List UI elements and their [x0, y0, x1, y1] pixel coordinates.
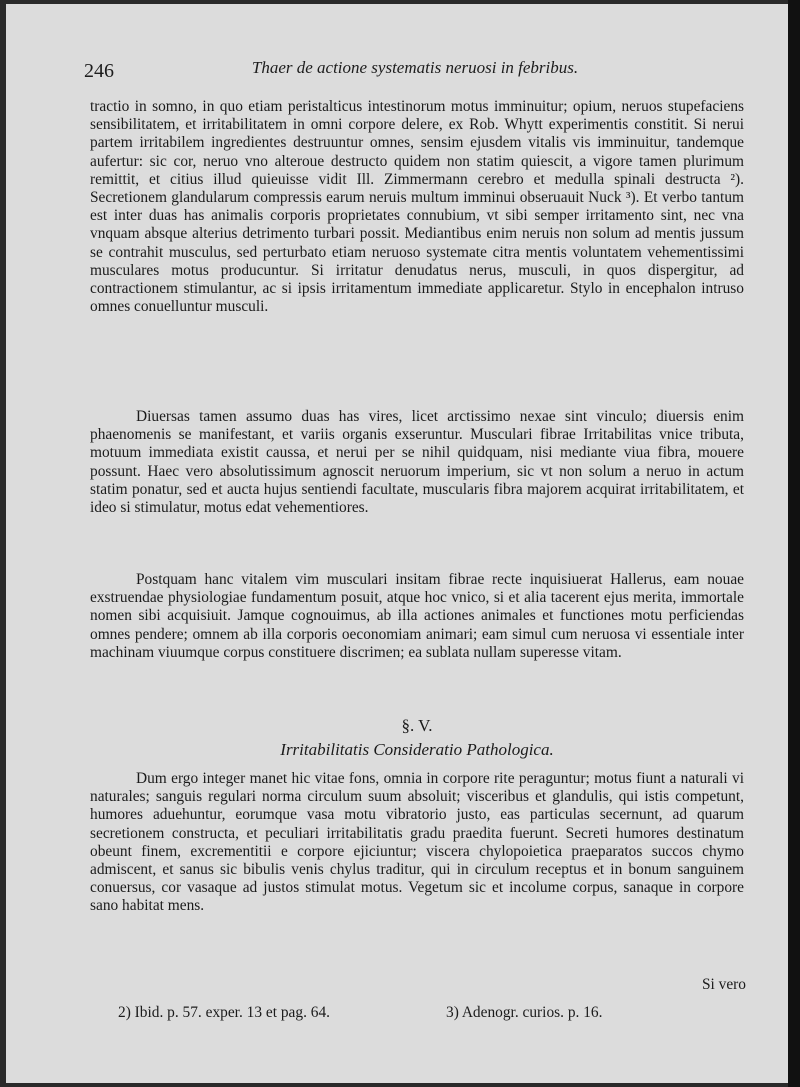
scan-edge	[788, 0, 800, 1087]
book-page	[6, 4, 788, 1083]
paragraph-2: Diuersas tamen assumo duas has vires, licet arctissimo nexae sint vinculo; diuersis enim phaenomenis se manifestant, et variis organis exseruntur. Musculari fibrae Irritabilitas vnice tributa, motuum immediata existit caussa, et nerui per se nihil quidquam, nisi mediante viua fibra, mouere possunt. Haec vero absolutissimum agnoscit neruorum imperium, sic vt non solum a neruo in actum statim ponatur, sed et aucta hujus sentiendi facultate, muscularis fibra majorem acquirat irritabilitatem, et ideo si stimulatur, motus edat vehementiores.	[90, 408, 744, 517]
footnote-3: 3) Adenogr. curios. p. 16.	[446, 1004, 603, 1021]
paragraph-1: tractio in somno, in quo etiam peristalticus intestinorum motus imminuitur; opium, neruos stupefaciens sensibilitatem, et irritabilitatem in omni corpore delere, ex Rob. Whytt experimentis constitit. Si nerui partem irritabilem ingredientes destruuntur omnes, sensim ejusdem vitalis vis imminuitur, tandemque aufertur: sic cor, neruo vno alteroue destructo quidem non statim quiescit, a vigore tamen plurimum remittit, et citius illud quieuisse vidit Ill. Zimmermann cerebro et medulla spinali destructa ²). Secretionem glandularum compressis earum neruis multum imminui obseruauit Nuck ³). Et verbo tantum est inter duas has animalis corporis proprietates connubium, vt sibi semper irritamento sint, nec vna vnquam absque alterius detrimento turbari possit. Mediantibus enim neruis non solum ad mentis jussum se contrahit musculus, sed perturbato etiam neruoso systemate citra mentis voluntatem vehementissimi musculares motus producuntur. Si irritatur denudatus nerus, musculi, in quos dispergitur, ad contractionem stimulantur, ac si ipsis irritamentum immediate applicaretur. Stylo in encephalon intruso omnes conuelluntur musculi.	[90, 98, 744, 316]
paragraph-3: Postquam hanc vitalem vim musculari insitam fibrae recte inquisiuerat Hallerus, eam nouae exstruendae physiologiae fundamentum posuit, atque hoc vnico, si et alia tacerent ejus merita, immortale nomen sibi acquisiuit. Jamque cognouimus, ab illa actiones animales et functiones motu perficiendas omnes pendere; omnem ab illa corporis oeconomiam animari; eam simul cum neruosa vi essentiale inter machinam viuumque corpus constituere discrimen; ea sublata nullam superesse vitam.	[90, 571, 744, 661]
footnote-2: 2) Ibid. p. 57. exper. 13 et pag. 64.	[118, 1004, 331, 1021]
running-title: Thaer de actione systematis neruosi in febribus.	[251, 58, 579, 77]
footnotes	[118, 1004, 678, 1028]
section-title: Irritabilitatis Consideratio Pathologica.	[280, 740, 554, 759]
catchword: Si vero	[701, 976, 746, 993]
page-number: 246	[84, 60, 114, 82]
page-header	[84, 58, 746, 86]
paragraph-4: Dum ergo integer manet hic vitae fons, omnia in corpore rite peraguntur; motus fiunt a naturali vi naturales; sanguis regulari norma circulum suum absoluit; visceribus et glandulis, qui istis competunt, humores aduehuntur, eorumque vasa motu vibratorio justo, eas particulas secernunt, ad quarum secretionem constructa, et peculiari irritabilitatis gradu praedita fuerunt. Secreti humores destinatum obeunt finem, excrementitii e corpore ejiciuntur; viscera chylopoietica praeparatos succos chymo admiscent, et sanus sic bibulis venis chylus traditur, qui in circulum receptus et in bonum sanguinem conuersus, cor vasaque ad justos stimulat motus. Vegetum sic et incolume corpus, sanaque in corpore sano habitat mens.	[90, 770, 744, 915]
section-number: §. V.	[401, 716, 433, 735]
